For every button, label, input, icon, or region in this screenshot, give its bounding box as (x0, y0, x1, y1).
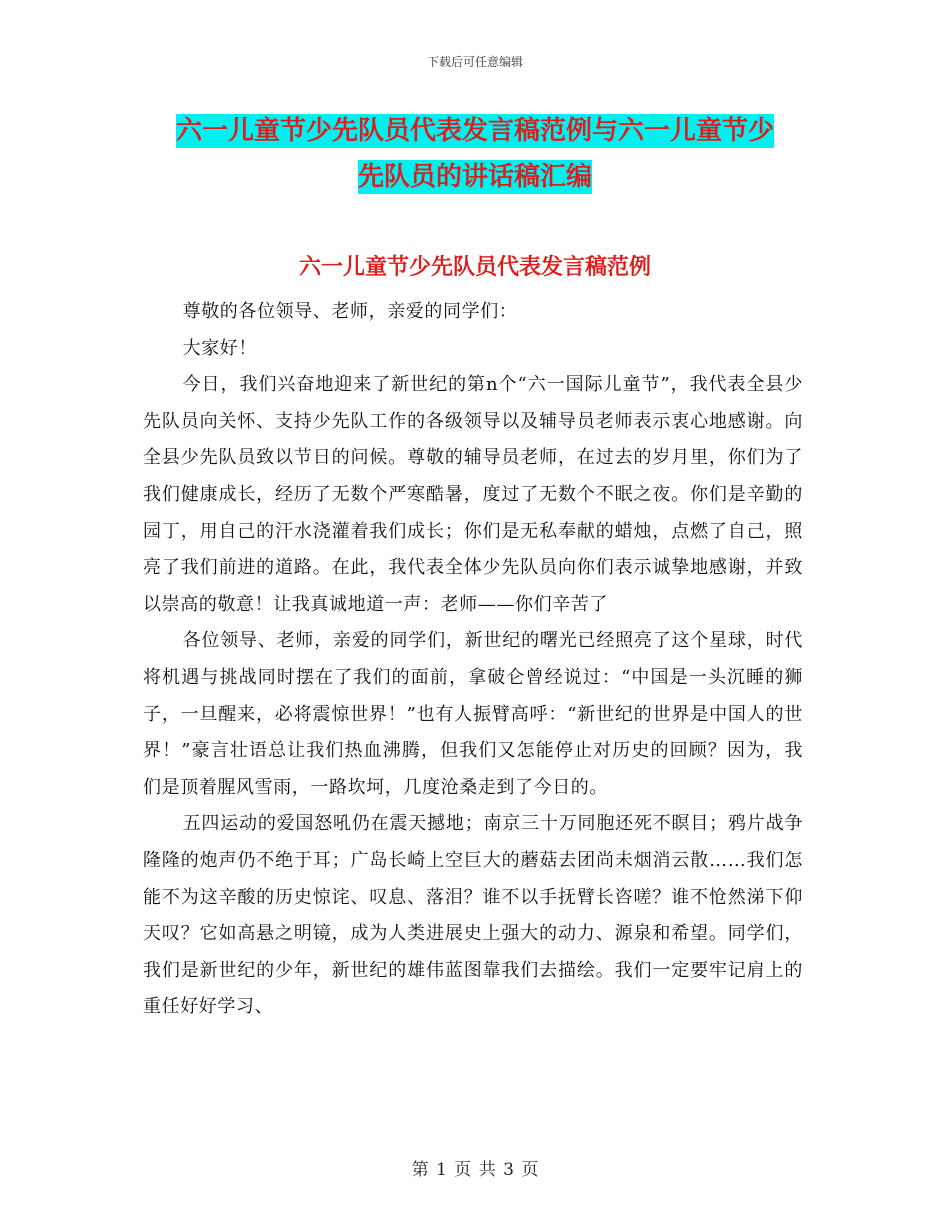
body-paragraph: 五四运动的爱国怒吼仍在震天撼地；南京三十万同胞还死不瞑目；鸦片战争隆隆的炮声仍不绝于耳；广岛长崎上空巨大的蘑菇去团尚未烟消云散……我们怎能不为这辛酸的历史惊诧、叹息、落泪？谁不以手抚臂长咨嗟？谁不怆然涕下仰天叹？它如高悬之明镜，成为人类进展史上强大的动力、源泉和希望。同学们，我们是新世纪的少年，新世纪的雄伟蓝图靠我们去描绘。我们一定要牢记肩上的重任好好学习、 (143, 813, 803, 1018)
document-title (150, 108, 800, 200)
title-line-1: 六一儿童节少先队员代表发言稿范例与六一儿童节少 (175, 116, 774, 146)
body-paragraph: 各位领导、老师，亲爱的同学们，新世纪的曙光已经照亮了这个星球，时代将机遇与挑战同时摆在了我们的面前，拿破仑曾经说过：“中国是一头沉睡的狮子，一旦醒来，必将震惊世界！”也有人振臂高呼：“新世纪的世界是中国人的世界！”豪言壮语总让我们热血沸腾，但我们又怎能停止对历史的回顾？因为，我们是顶着腥风雪雨，一路坎坷，几度沧桑走到了今日的。 (143, 630, 803, 798)
page-header-note: 下载后可任意编辑 (426, 55, 523, 69)
title-line-2: 先队员的讲话稿汇编 (357, 162, 592, 192)
document-body (143, 294, 803, 1026)
page-number-footer: 第 1 页 共 3 页 (411, 1160, 539, 1180)
body-paragraph: 今日，我们兴奋地迎来了新世纪的第n个“六一国际儿童节”，我代表全县少先队员向关怀、支持少先队工作的各级领导以及辅导员老师表示衷心地感谢。向全县少先队员致以节日的问候。尊敬的辅导员老师，在过去的岁月里，你们为了我们健康成长，经历了无数个严寒酷暑，度过了无数个不眠之夜。你们是辛勤的园丁，用自己的汗水浇灌着我们成长；你们是无私奉献的蜡烛，点燃了自己，照亮了我们前进的道路。在此，我代表全体少先队员向你们表示诚挚地感谢，并致以崇高的敬意！让我真诚地道一声：老师——你们辛苦了 (143, 374, 803, 615)
greeting-paragraph: 大家好！ (182, 337, 257, 359)
salutation-paragraph: 尊敬的各位领导、老师，亲爱的同学们： (182, 301, 518, 322)
section-title: 六一儿童节少先队员代表发言稿范例 (298, 255, 651, 280)
